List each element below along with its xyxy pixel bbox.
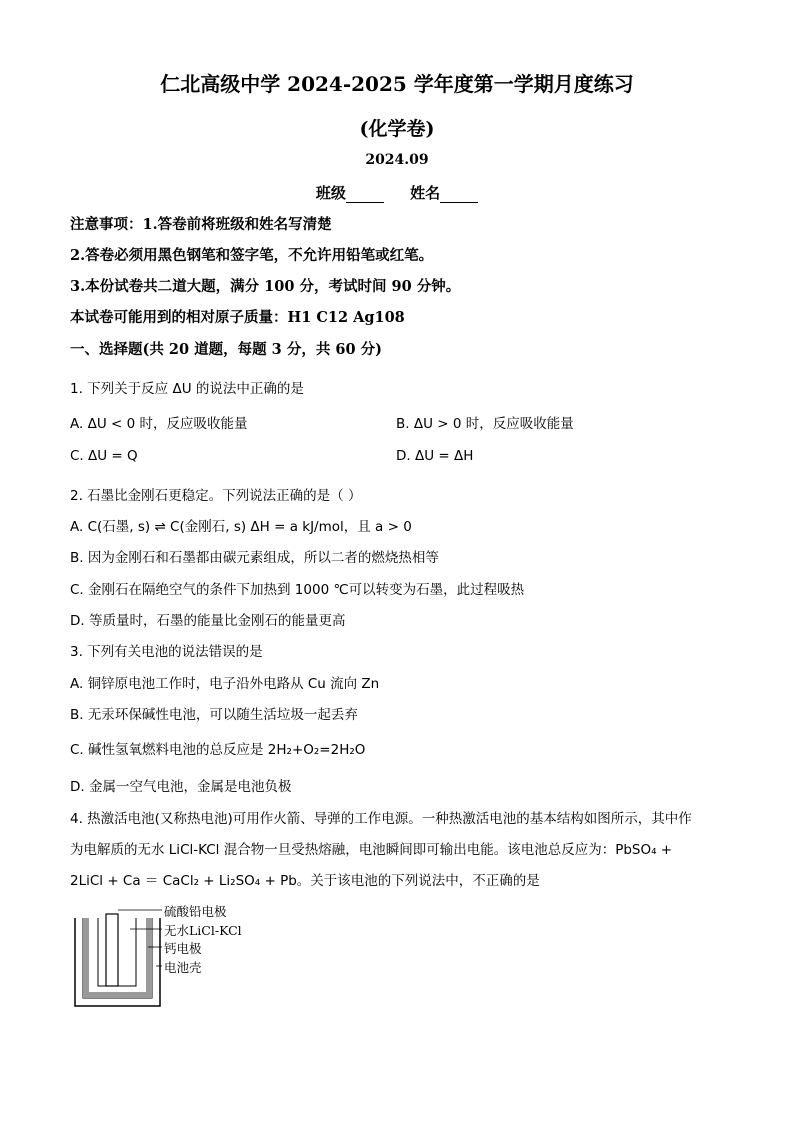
label-battery-shell: 电池壳 bbox=[164, 960, 202, 975]
name-label: 姓名 bbox=[410, 184, 441, 202]
question-1-option-c: C. ΔU = Q bbox=[70, 448, 138, 464]
question-3-stem: 3. 下列有关电池的说法错误的是 bbox=[70, 644, 263, 660]
exam-date: 2024.09 bbox=[365, 152, 429, 168]
question-2-option-c: C. 金刚石在隔绝空气的条件下加热到 1000 ℃可以转变为石墨，此过程吸热 bbox=[70, 582, 525, 598]
question-1-stem: 1. 下列关于反应 ΔU 的说法中正确的是 bbox=[70, 381, 304, 397]
question-2-option-a: A. C(石墨, s) ⇌ C(金刚石, s) ΔH = a kJ/mol，且 a > 0 bbox=[70, 519, 412, 535]
question-2-option-d: D. 等质量时，石墨的能量比金刚石的能量更高 bbox=[70, 613, 346, 629]
class-label: 班级 bbox=[315, 184, 346, 202]
question-3-option-b: B. 无汞环保碱性电池，可以随生活垃圾一起丢弃 bbox=[70, 707, 358, 723]
section-heading: 一、选择题(共 20 道题，每题 3 分，共 60 分) bbox=[70, 341, 382, 358]
page-subtitle: (化学卷) bbox=[359, 118, 435, 140]
question-2-option-b: B. 因为金刚石和石墨都由碳元素组成，所以二者的燃烧热相等 bbox=[70, 550, 439, 566]
label-lead-sulfate-electrode: 硫酸铅电极 bbox=[164, 904, 227, 919]
question-3-option-d: D. 金属一空气电池，金属是电池负极 bbox=[70, 779, 292, 795]
question-4-line-3: 2LiCl + Ca ＝ CaCl₂ + Li₂SO₄ + Pb。关于该电池的下列说法中，不正确的是 bbox=[70, 873, 540, 889]
question-4-line-1: 4. 热激活电池(又称热电池)可用作火箭、导弹的工作电源。一种热激活电池的基本结构如图所示，其中作 bbox=[70, 811, 692, 827]
question-2-stem: 2. 石墨比金刚石更稳定。下列说法正确的是（ ） bbox=[70, 488, 362, 504]
question-4-line-2: 为电解质的无水 LiCl-KCl 混合物一旦受热熔融，电池瞬间即可输出电能。该电池总反应为：PbSO₄ + bbox=[70, 842, 673, 858]
lead-sulfate-electrode bbox=[106, 914, 118, 986]
question-1-option-a: A. ΔU < 0 时，反应吸收能量 bbox=[70, 416, 248, 432]
atomic-mass-line: 本试卷可能用到的相对原子质量：H1 C12 Ag108 bbox=[70, 309, 405, 326]
notice-line-3: 3.本份试卷共二道大题，满分 100 分，考试时间 90 分钟。 bbox=[70, 278, 461, 295]
question-1-option-b: B. ΔU > 0 时，反应吸收能量 bbox=[396, 416, 574, 432]
question-3-option-c: C. 碱性氢氧燃料电池的总反应是 2H₂+O₂=2H₂O bbox=[70, 742, 366, 758]
label-electrolyte: 无水LiCl-KCl bbox=[164, 923, 242, 938]
question-3-option-a: A. 铜锌原电池工作时，电子沿外电路从 Cu 流向 Zn bbox=[70, 676, 380, 692]
label-calcium-electrode: 钙电极 bbox=[164, 941, 202, 956]
question-1-option-d: D. ΔU = ΔH bbox=[396, 448, 474, 464]
page-title: 仁北高级中学 2024-2025 学年度第一学期月度练习 bbox=[160, 72, 634, 96]
notice-line-1: 注意事项：1.答卷前将班级和姓名写清楚 bbox=[70, 216, 332, 233]
notice-line-2: 2.答卷必须用黑色钢笔和签字笔，不允许用铅笔或红笔。 bbox=[70, 247, 434, 264]
